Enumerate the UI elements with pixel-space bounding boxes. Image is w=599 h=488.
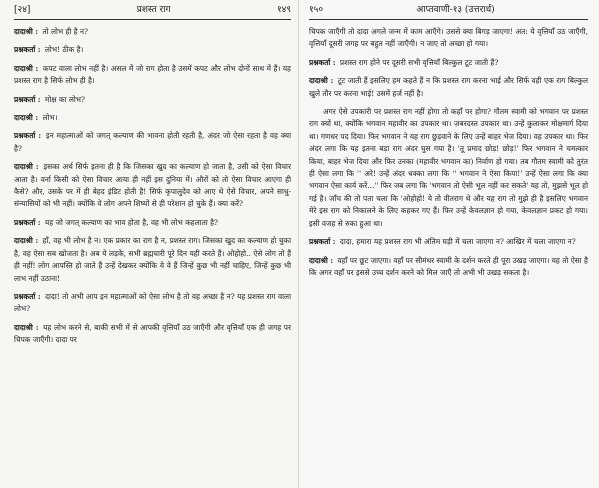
chapter-number: [२४] (14, 5, 31, 15)
paragraph-text: लोभ! ठीक है। (44, 45, 84, 55)
page-number: १४९ (276, 5, 291, 15)
right-page-body (309, 26, 588, 279)
paragraph (14, 26, 291, 38)
paragraph (14, 94, 291, 106)
paragraph (309, 106, 588, 230)
speaker-label: दादाश्री : (309, 76, 334, 86)
speaker-label: प्रश्नकर्ता : (14, 217, 41, 227)
paragraph-text: दादा! तो अभी आप इन महात्माओं को ऐसा लोभ है तो वह अच्छा है न? यह प्रशस्त राग वाला लोभ? (14, 291, 291, 314)
paragraph (14, 63, 291, 88)
speaker-label: दादाश्री : (14, 162, 39, 172)
right-page-header (309, 4, 588, 20)
left-page-body (14, 26, 291, 347)
paragraph-text: मोक्ष का लोभ? (44, 94, 85, 104)
paragraph-text: दादा, हमारा यह प्रशस्त राग भी अंतिम घड़ी में चला जाएगा न? आखिर में चला जाएगा न? (339, 237, 576, 247)
paragraph-text: चिपक जाएँगी तो दादा अगले जन्म में काम आएँगे। उससे क्या बिगड़ जाएगा! अत: ये वृत्तियाँ उठ जाएँगी, वृत्तियाँ दूसरी जगह पर बहुत नहीं जाएँगी। न जाए तो अच्छा हो गया। (309, 27, 588, 49)
paragraph-text: हाँ, वह भी लोभ है न। एक प्रकार का राग है न, प्रशस्त राग। जिसका खुद का कल्याण हो चुका है, वह ऐसा सब खोजता है। अब ये लड़के, सभी ब्रह्मचारी पूरे दिन यही करते हैं। ओहोहो.. ऐसे लोग तो हैं ही नहीं! लोग आपस्ति हो जाते हैं उन्हें देखकर क्योंकि ये वे हैं जिन्हें कुछ भी नहीं चाहिए, जिन्हें कुछ भी लाभ नहीं उठाना! (14, 236, 291, 283)
page-number: १५० (309, 5, 324, 15)
paragraph (14, 112, 291, 124)
speaker-label: दादाश्री : (14, 27, 39, 36)
paragraph (309, 26, 588, 51)
paragraph-text: इन महात्माओं को जगत् कल्याण की भावना होती रहती है, अंदर जो ऐसा रहता है वह क्या है? (14, 131, 291, 153)
speaker-label: दादाश्री : (14, 63, 39, 73)
speaker-label: प्रश्नकर्ता : (14, 131, 42, 141)
chapter-title: प्रशस्त राग (136, 5, 171, 15)
paragraph (14, 235, 291, 285)
book-title: आप्तवाणी-१३ (उत्तरार्ध) (416, 5, 495, 15)
paragraph-text: यह जो जगत् कल्याण का भाव होता है, वह भी लोभ कहलाता है? (44, 217, 219, 227)
paragraph-text: इसका अर्थ सिर्फ इतना ही है कि जिसका खुद का कल्याण हो जाता है, उसी को ऐसा विचार आता है। वर्ना किसी को ऐसा विचार आया ही नहीं इस दुनिया में। औरों को तो ऐसा विचार आएगा ही कैसे? और, उसके पर में ही बेहद इंडिट होती है! सिर्फ कृपालुदेव को आए थे ऐसे विचार, अपने साधु-संन्यासियों को भी नहीं। क्योंकि वे लोग अपने शिष्यों से ही परेशान हो चुके हैं। क्या करें? (14, 162, 291, 209)
paragraph (14, 291, 291, 316)
speaker-label: प्रश्नकर्ता : (309, 237, 336, 247)
speaker-label: प्रश्नकर्ता : (14, 94, 41, 104)
speaker-label: प्रश्नकर्ता : (14, 291, 41, 301)
speaker-label: प्रश्नकर्ता : (309, 57, 336, 67)
paragraph (14, 130, 291, 155)
paragraph-text: अगर ऐसे उपकारी पर प्रशस्त राग नहीं होगा तो कहाँ पर होगा? गौतम स्वामी को भगवान पर प्रशस्त राग क्यों था, क्योंकि भगवान महावीर का उपकार था। ज़बरदस्त उपकार था। उन्हें कुलाकर मोक्षमार्ग दिया था। गणधर पद दिया। फिर भगवान ने यह राग छुड़वाने के लिए उन्हें बाहर भेज दिया। वह उपकार था। फिर अंदर लगा कि यह इतना बड़ा राग अंदर घुस गया है। 'तू प्रमाद छोड़! छोड़!' फिर भगवान ने चमत्कार किया, बाहर भेज दिया और फिर उनका (महावीर भगवान का) निर्वाण हो गया। तब गौतम स्वामी को तुरंत ही ऐसा लगा कि '' अरे! उन्हें अंदर धक्का लगा कि '' भगवान ने ऐसा किया!' उन्हें ऐसा लगा कि क्या भगवान ऐसा कार्य करें...'' फिर जब लगा कि 'भगवान तो ऐसी भूल नहीं कर सकते' यह तो, मुझसे भूल हो गई है। जाँच की तो पता चला कि 'ओहोहो! ये तो वीतराग थे और यह राग तो मुझे ही है इसलिए भगवान मेरे इस राग को निकालने के लिए कहकर गए हैं। फिर उन्हें केवलज्ञान हो गया, केवलज्ञान प्रकट हो गया। इसी वजह से रुका हुआ था। (309, 107, 588, 228)
paragraph (14, 44, 291, 56)
paragraph-text: यह लोभ करने से, बाकी सभी में से आपकी वृत्तियाँ उठ जाएँगी और वृत्तियाँ एक ही जगह पर चिपक जाएँगी। दादा पर (14, 322, 291, 345)
paragraph-text: कपट वाला लोभ नहीं है। असल में जो राग होता है उसमें कपट और लोभ दोनों साथ में हैं। यह प्रशस्त राग है सिर्फ लोभ ही है। (14, 63, 291, 86)
paragraph-text: लोभ। (42, 113, 58, 123)
speaker-label: दादाश्री : (14, 236, 39, 246)
paragraph (14, 161, 291, 211)
paragraph-text: वहाँ पर छूट जाएगा। वहाँ पर सीमंधर स्वामी के दर्शन करते ही पूरा उखड़ जाएगा। यह तो ऐसा है कि अगर वहाँ पर इससे उच्च दर्शन करने को मिल जाएँ तो अभी भी उखड़ सकता है। (309, 255, 588, 277)
speaker-label: प्रश्नकर्ता : (14, 45, 41, 55)
paragraph-text: टूट जाती हैं इसलिए हम कहते हैं न कि प्रशस्त राग करना भाई और सिर्फ वही एक राग बिल्कुल खुले तौर पर करना भाई! उसमें हर्ज नहीं है। (309, 76, 588, 98)
left-page (0, 0, 299, 488)
left-page-header (14, 4, 291, 20)
paragraph (14, 217, 291, 229)
speaker-label: दादाश्री : (14, 113, 39, 123)
paragraph (309, 75, 588, 100)
speaker-label: दादाश्री : (309, 255, 334, 265)
paragraph-text: प्रशस्त राग होने पर दूसरी सभी वृत्तियाँ बिल्कुल टूट जाती हैं? (339, 57, 499, 67)
paragraph-text: तो लोभ ही है न? (42, 27, 88, 36)
paragraph (309, 255, 588, 280)
paragraph (14, 322, 291, 347)
speaker-label: दादाश्री : (14, 322, 39, 332)
paragraph (309, 236, 588, 248)
right-page (299, 0, 598, 488)
paragraph (309, 57, 588, 69)
